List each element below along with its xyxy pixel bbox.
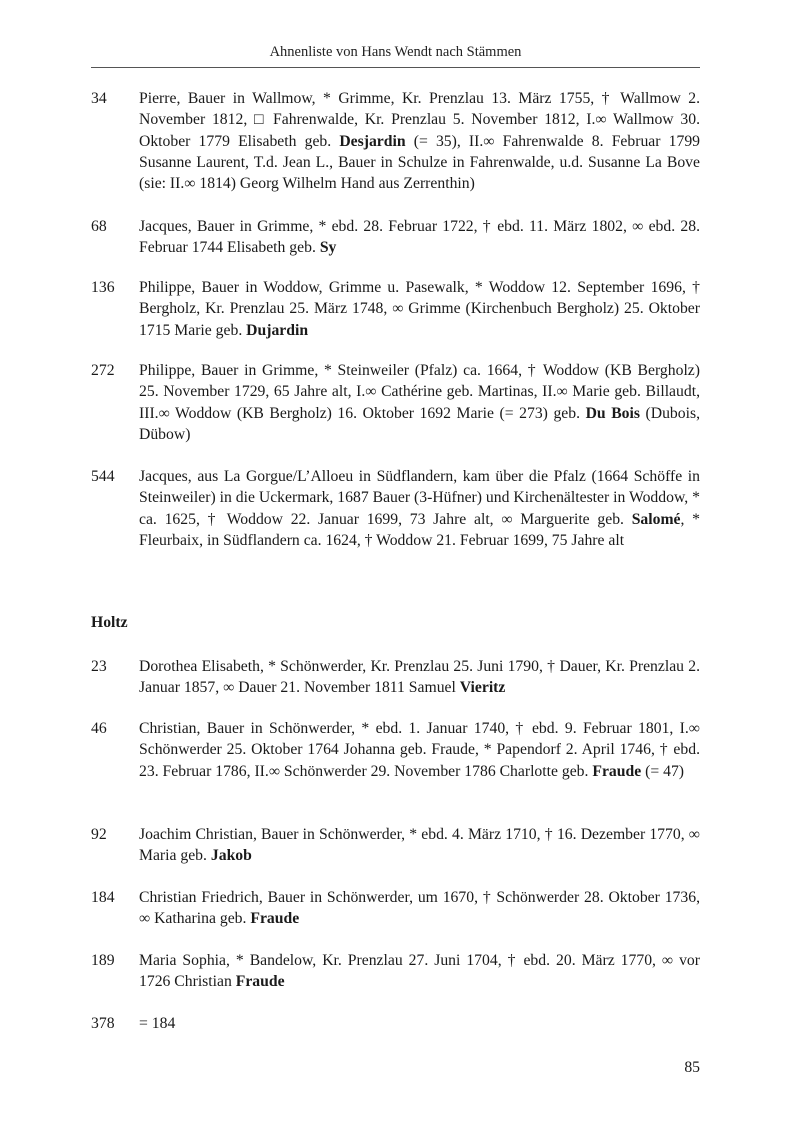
surname: Dujardin	[246, 321, 309, 339]
entry-number: 34	[91, 90, 107, 107]
entry-number: 189	[91, 952, 115, 969]
entry-68	[91, 216, 700, 259]
entry-text: Philippe, Bauer in Woddow, Grimme u. Pasewalk, * Woddow 12. September 1696, † Bergholz, Kr. Prenzlau 25. März 1748, ∞ Grimme (Kirchenbuch Bergholz) 25. Oktober 1715 Marie geb. Dujardin	[139, 279, 700, 339]
entry-23	[91, 656, 700, 699]
running-header: Ahnenliste von Hans Wendt nach Stämmen	[269, 44, 522, 60]
entry-378	[91, 1013, 700, 1034]
entry-text: Christian, Bauer in Schönwerder, * ebd. 1. Januar 1740, † ebd. 9. Februar 1801, I.∞ Schönwerder 25. Oktober 1764 Johanna geb. Fraude, * Papendorf 2. April 1746, † ebd. 23. Februar 1786, II.∞ Schönwerder 29. November 1786 Charlotte geb. Fraude (= 47)	[139, 720, 700, 780]
entry-text: Dorothea Elisabeth, * Schönwerder, Kr. Prenzlau 25. Juni 1790, † Dauer, Kr. Prenzlau 2. Januar 1857, ∞ Dauer 21. November 1811 Samuel Vieritz	[139, 658, 700, 697]
entry-272	[91, 360, 700, 445]
entry-text: Joachim Christian, Bauer in Schönwerder, * ebd. 4. März 1710, † 16. Dezember 1770, ∞ Maria geb. Jakob	[139, 826, 700, 865]
entry-92	[91, 824, 700, 867]
page-number: 85	[684, 1059, 700, 1076]
surname: Jakob	[210, 847, 252, 865]
entry-189	[91, 950, 700, 993]
surname: Salomé	[631, 510, 681, 528]
entry-184	[91, 887, 700, 930]
entry-text: Jacques, Bauer in Grimme, * ebd. 28. Februar 1722, † ebd. 11. März 1802, ∞ ebd. 28. Februar 1744 Elisabeth geb. Sy	[139, 218, 700, 257]
header-rule	[91, 67, 700, 68]
entry-number: 23	[91, 658, 107, 675]
entry-number: 184	[91, 889, 115, 906]
surname: Fraude	[250, 910, 300, 928]
entry-number: 272	[91, 362, 115, 379]
entry-text: Jacques, aus La Gorgue/L’Alloeu in Südflandern, kam über die Pfalz (1664 Schöffe in Steinweiler) in die Uckermark, 1687 Bauer (3-Hüfner) und Kirchenältester in Woddow, * ca. 1625, † Woddow 22. Januar 1699, 73 Jahre alt, ∞ Marguerite geb. Salomé, * Fleurbaix, in Südflandern ca. 1624, † Woddow 21. Februar 1699, 75 Jahre alt	[139, 468, 700, 549]
entry-number: 92	[91, 826, 107, 843]
entry-136	[91, 277, 700, 341]
entry-544	[91, 466, 700, 551]
entry-number: 378	[91, 1015, 115, 1032]
entry-number: 46	[91, 720, 107, 737]
entry-text: Christian Friedrich, Bauer in Schönwerder, um 1670, † Schönwerder 28. Oktober 1736, ∞ Katharina geb. Fraude	[139, 889, 700, 928]
surname: Fraude	[592, 762, 642, 780]
section-heading: Holtz	[91, 614, 128, 631]
surname: Du Bois	[585, 404, 640, 422]
entry-number: 544	[91, 468, 115, 485]
surname: Fraude	[235, 973, 285, 991]
entry-34	[91, 88, 700, 194]
entry-text: = 184	[139, 1015, 176, 1032]
entry-text: Philippe, Bauer in Grimme, * Steinweiler (Pfalz) ca. 1664, † Woddow (KB Bergholz) 25. November 1729, 65 Jahre alt, I.∞ Cathérine geb. Martinas, II.∞ Marie geb. Billaudt, III.∞ Woddow (KB Bergholz) 16. Oktober 1692 Marie (= 273) geb. Du Bois (Dubois, Dübow)	[139, 362, 700, 443]
entry-46	[91, 718, 700, 782]
surname: Sy	[319, 239, 337, 257]
surname: Vieritz	[459, 679, 506, 697]
entry-text: Maria Sophia, * Bandelow, Kr. Prenzlau 27. Juni 1704, † ebd. 20. März 1770, ∞ vor 1726 Christian Fraude	[139, 952, 700, 991]
entry-number: 136	[91, 279, 115, 296]
surname: Desjardin	[339, 132, 406, 150]
entry-number: 68	[91, 218, 107, 235]
entry-text: Pierre, Bauer in Wallmow, * Grimme, Kr. Prenzlau 13. März 1755, † Wallmow 2. November 1812, □ Fahrenwalde, Kr. Prenzlau 5. November 1812, I.∞ Wallmow 30. Oktober 1779 Elisabeth geb. Desjardin (= 35), II.∞ Fahrenwalde 8. Februar 1799 Susanne Laurent, T.d. Jean L., Bauer in Schulze in Fahrenwalde, u.d. Susanne La Bove (sie: II.∞ 1814) Georg Wilhelm Hand aus Zerrenthin)	[139, 90, 701, 193]
